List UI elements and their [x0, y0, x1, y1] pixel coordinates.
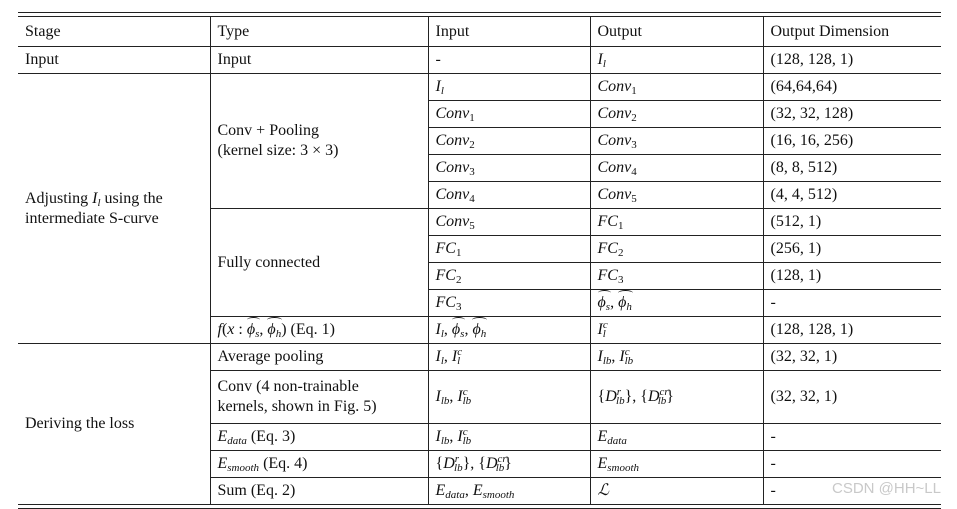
cell-input: $FC_3$: [428, 290, 590, 317]
cell-dim: -: [763, 424, 941, 451]
cell-input: Conv$_4$: [428, 182, 590, 209]
cell-dim: (128, 128, 1): [763, 317, 941, 344]
cell-input: Conv$_2$: [428, 128, 590, 155]
cell-type-conv-kernels: Conv (4 non-trainable kernels, shown in Fig. 5): [210, 371, 428, 424]
cell-output: Conv$_2$: [590, 101, 763, 128]
cell-output: $I^c_l$: [590, 317, 763, 344]
cell-input: $E_{data}$, $E_{smooth}$: [428, 478, 590, 505]
cell-dim: (64,64,64): [763, 74, 941, 101]
cell-type-sum: Sum (Eq. 2): [210, 478, 428, 505]
cell-input: $FC_2$: [428, 263, 590, 290]
table-row: [18, 344, 941, 371]
cell-dim: (512, 1): [763, 209, 941, 236]
cell-input: $I_l$, $I^c_l$: [428, 344, 590, 371]
cell-type-conv-pooling: Conv + Pooling (kernel size: 3 × 3): [210, 74, 428, 209]
cell-type-edata: $E_{data}$ (Eq. 3): [210, 424, 428, 451]
table-row: [18, 74, 941, 101]
cell-type-curve-function: f(x : $\phi_s$, $\phi_h$) (Eq. 1): [210, 317, 428, 344]
cell-output: $FC_1$: [590, 209, 763, 236]
cell-input: $I_{lb}$, $I^c_{lb}$: [428, 424, 590, 451]
cell-dim: -: [763, 478, 941, 505]
cell-dim: -: [763, 290, 941, 317]
cell-input: $I_l$, $\phi_s$, $\phi_h$: [428, 317, 590, 344]
header-type: Type: [210, 17, 428, 47]
cell-dim: (128, 128, 1): [763, 47, 941, 74]
cell-dim: (32, 32, 1): [763, 344, 941, 371]
cell-output: $\{D^r_{lb}\}$, $\{D^{cr}_{lb}\}$: [590, 371, 763, 424]
cell-stage-deriving-loss: Deriving the loss: [18, 344, 210, 505]
cell-output: $FC_3$: [590, 263, 763, 290]
cell-output: Conv$_1$: [590, 74, 763, 101]
header-output-dimension: Output Dimension: [763, 17, 941, 47]
cell-stage-input: Input: [25, 51, 59, 68]
cell-input: Conv$_3$: [428, 155, 590, 182]
cell-input: Conv$_5$: [428, 209, 590, 236]
cell-input: $I_{lb}$, $I^c_{lb}$: [428, 371, 590, 424]
cell-type-fully-connected: Fully connected: [210, 209, 428, 317]
cell-output: $E_{smooth}$: [590, 451, 763, 478]
header-input: Input: [428, 17, 590, 47]
cell-dim: (16, 16, 256): [763, 128, 941, 155]
architecture-table: [18, 16, 941, 505]
cell-stage-adjusting: Adjusting $I_l$ using the intermediate S-curve: [18, 74, 210, 344]
header-output: Output: [590, 17, 763, 47]
cell-output: Conv$_3$: [590, 128, 763, 155]
cell-dim: (4, 4, 512): [763, 182, 941, 209]
table-wrapper: [18, 12, 941, 509]
header-stage: Stage: [18, 17, 210, 47]
cell-output: $FC_2$: [590, 236, 763, 263]
cell-input: $FC_1$: [428, 236, 590, 263]
cell-output: Conv$_5$: [590, 182, 763, 209]
table-top-rule: [18, 12, 941, 13]
cell-type-esmooth: $E_{smooth}$ (Eq. 4): [210, 451, 428, 478]
cell-output: $E_{data}$: [590, 424, 763, 451]
cell-output-phi-hats: $\phi_s$, $\phi_h$: [590, 290, 763, 317]
cell-output-il: $I_l$: [590, 47, 763, 74]
cell-output: $I_{lb}$, $I^c_{lb}$: [590, 344, 763, 371]
table-header-row: [18, 17, 941, 47]
cell-dim: (32, 32, 128): [763, 101, 941, 128]
cell-output-loss: ℒ: [590, 478, 763, 505]
cell-dim: -: [763, 451, 941, 478]
cell-dim: (256, 1): [763, 236, 941, 263]
watermark: CSDN @HH~LL: [831, 480, 941, 497]
cell-input-dash: -: [428, 47, 590, 74]
cell-output: Conv$_4$: [590, 155, 763, 182]
cell-dim: (8, 8, 512): [763, 155, 941, 182]
cell-input: $I_l$: [428, 74, 590, 101]
table-end-rule-row: [18, 505, 941, 506]
cell-type-input: Input: [210, 47, 428, 74]
cell-dim: (128, 1): [763, 263, 941, 290]
cell-type-average-pooling: Average pooling: [210, 344, 428, 371]
cell-input: Conv$_1$: [428, 101, 590, 128]
cell-dim: (32, 32, 1): [763, 371, 941, 424]
table-row: [18, 47, 941, 74]
cell-input: $\{D^r_{lb}\}$, $\{D^{cr}_{lb}\}$: [428, 451, 590, 478]
